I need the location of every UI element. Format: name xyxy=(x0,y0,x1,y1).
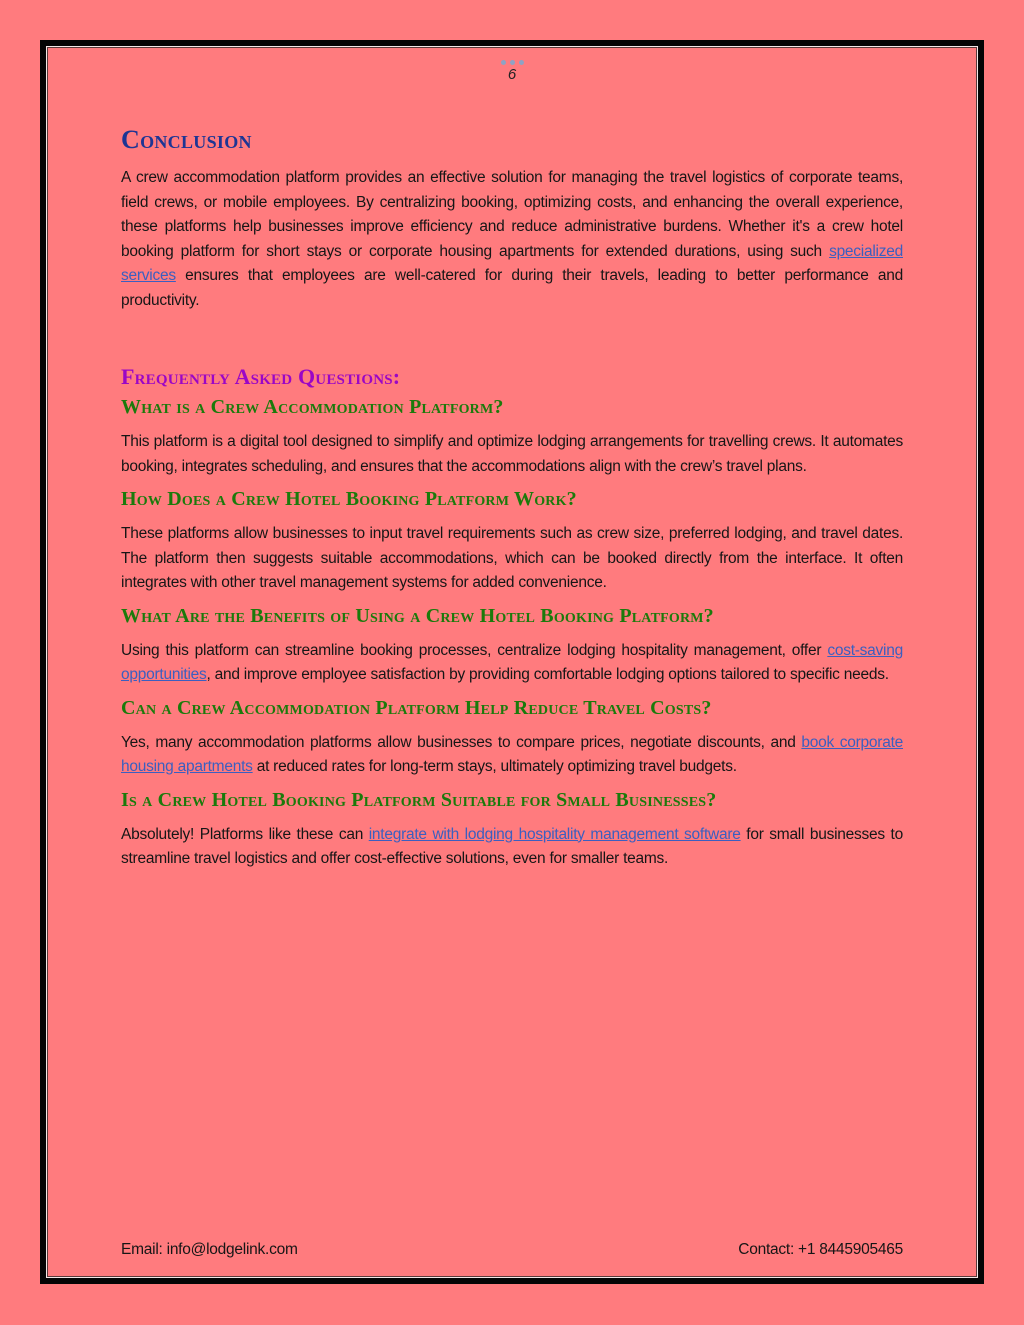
dot-icon xyxy=(519,60,524,65)
answer-text-end: , and improve employee satisfaction by providing comfortable lodging options tailored to specific needs. xyxy=(206,666,889,683)
faq-item xyxy=(121,785,903,872)
document-content xyxy=(121,118,903,872)
faq-question: What is a Crew Accommodation Platform? xyxy=(121,396,504,418)
faq-question: Is a Crew Hotel Booking Platform Suitable for Small Businesses? xyxy=(121,788,717,811)
book-corporate-housing-link[interactable]: book corporate housing apartments xyxy=(121,733,903,775)
faq-answer: This platform is a digital tool designed to simplify and optimize lodging arrangements for travelling crews. It automates booking, integrates scheduling, and ensures that the accommodations align with the crew’s travel plans. xyxy=(121,433,903,475)
page-header xyxy=(0,58,1024,84)
page-number: 6 xyxy=(507,66,517,83)
answer-text-start: Using this platform can streamline booking processes, centralize lodging hospitality management, offer xyxy=(121,641,828,659)
conclusion-paragraph xyxy=(121,166,903,313)
answer-text-end: for small businesses to streamline travel logistics and offer cost-effective solutions, even for smaller teams. xyxy=(121,825,903,867)
page-ornament-dots-icon xyxy=(0,58,1024,66)
answer-text-start: Yes, many accommodation platforms allow businesses to compare prices, negotiate discounts, and xyxy=(121,733,802,751)
faq-answer xyxy=(121,823,903,872)
specialized-services-link[interactable]: specialized services xyxy=(121,242,903,284)
faq-item xyxy=(121,601,903,688)
conclusion-text-end: ensures that employees are well-catered for during their travels, leading to better performance and productivity. xyxy=(121,267,903,309)
footer-email: Email: info@lodgelink.com xyxy=(121,1241,298,1258)
faq-heading: Frequently Asked Questions: xyxy=(121,364,401,389)
lodging-management-software-link[interactable]: integrate with lodging hospitality management software xyxy=(368,825,741,843)
faq-answer: These platforms allow businesses to input travel requirements such as crew size, preferred lodging, and travel dates. The platform then suggests suitable accommodations, which can be booked directly from the interface. It often integrates with other travel management systems for added convenience. xyxy=(121,525,903,591)
faq-question: What Are the Benefits of Using a Crew Hotel Booking Platform? xyxy=(121,604,714,627)
conclusion-heading: Conclusion xyxy=(121,125,252,154)
faq-answer xyxy=(121,639,903,688)
answer-text-start: Absolutely! Platforms like these can xyxy=(121,825,369,843)
conclusion-text-start: A crew accommodation platform provides an effective solution for managing the travel logistics of corporate teams, field crews, or mobile employees. By centralizing booking, optimizing costs, and enhancing the overall experience, these platforms help businesses improve efficiency and reduce administrative burdens. Whether it's a crew hotel booking platform for short stays or corporate housing apartments for extended durations, using such xyxy=(121,169,903,260)
cost-saving-opportunities-link[interactable]: cost-saving opportunities xyxy=(121,641,903,683)
answer-text-end: at reduced rates for long-term stays, ultimately optimizing travel budgets. xyxy=(252,758,737,775)
faq-question: Can a Crew Accommodation Platform Help Reduce Travel Costs? xyxy=(121,696,712,719)
faq-question: How Does a Crew Hotel Booking Platform Work? xyxy=(121,488,577,510)
faq-item xyxy=(121,484,903,596)
footer-contact: Contact: +1 8445905465 xyxy=(738,1241,903,1258)
faq-answer xyxy=(121,731,903,780)
dot-icon xyxy=(510,60,515,65)
faq-item xyxy=(121,693,903,780)
faq-item xyxy=(121,392,903,479)
page-footer xyxy=(121,1241,903,1259)
dot-icon xyxy=(501,60,506,65)
